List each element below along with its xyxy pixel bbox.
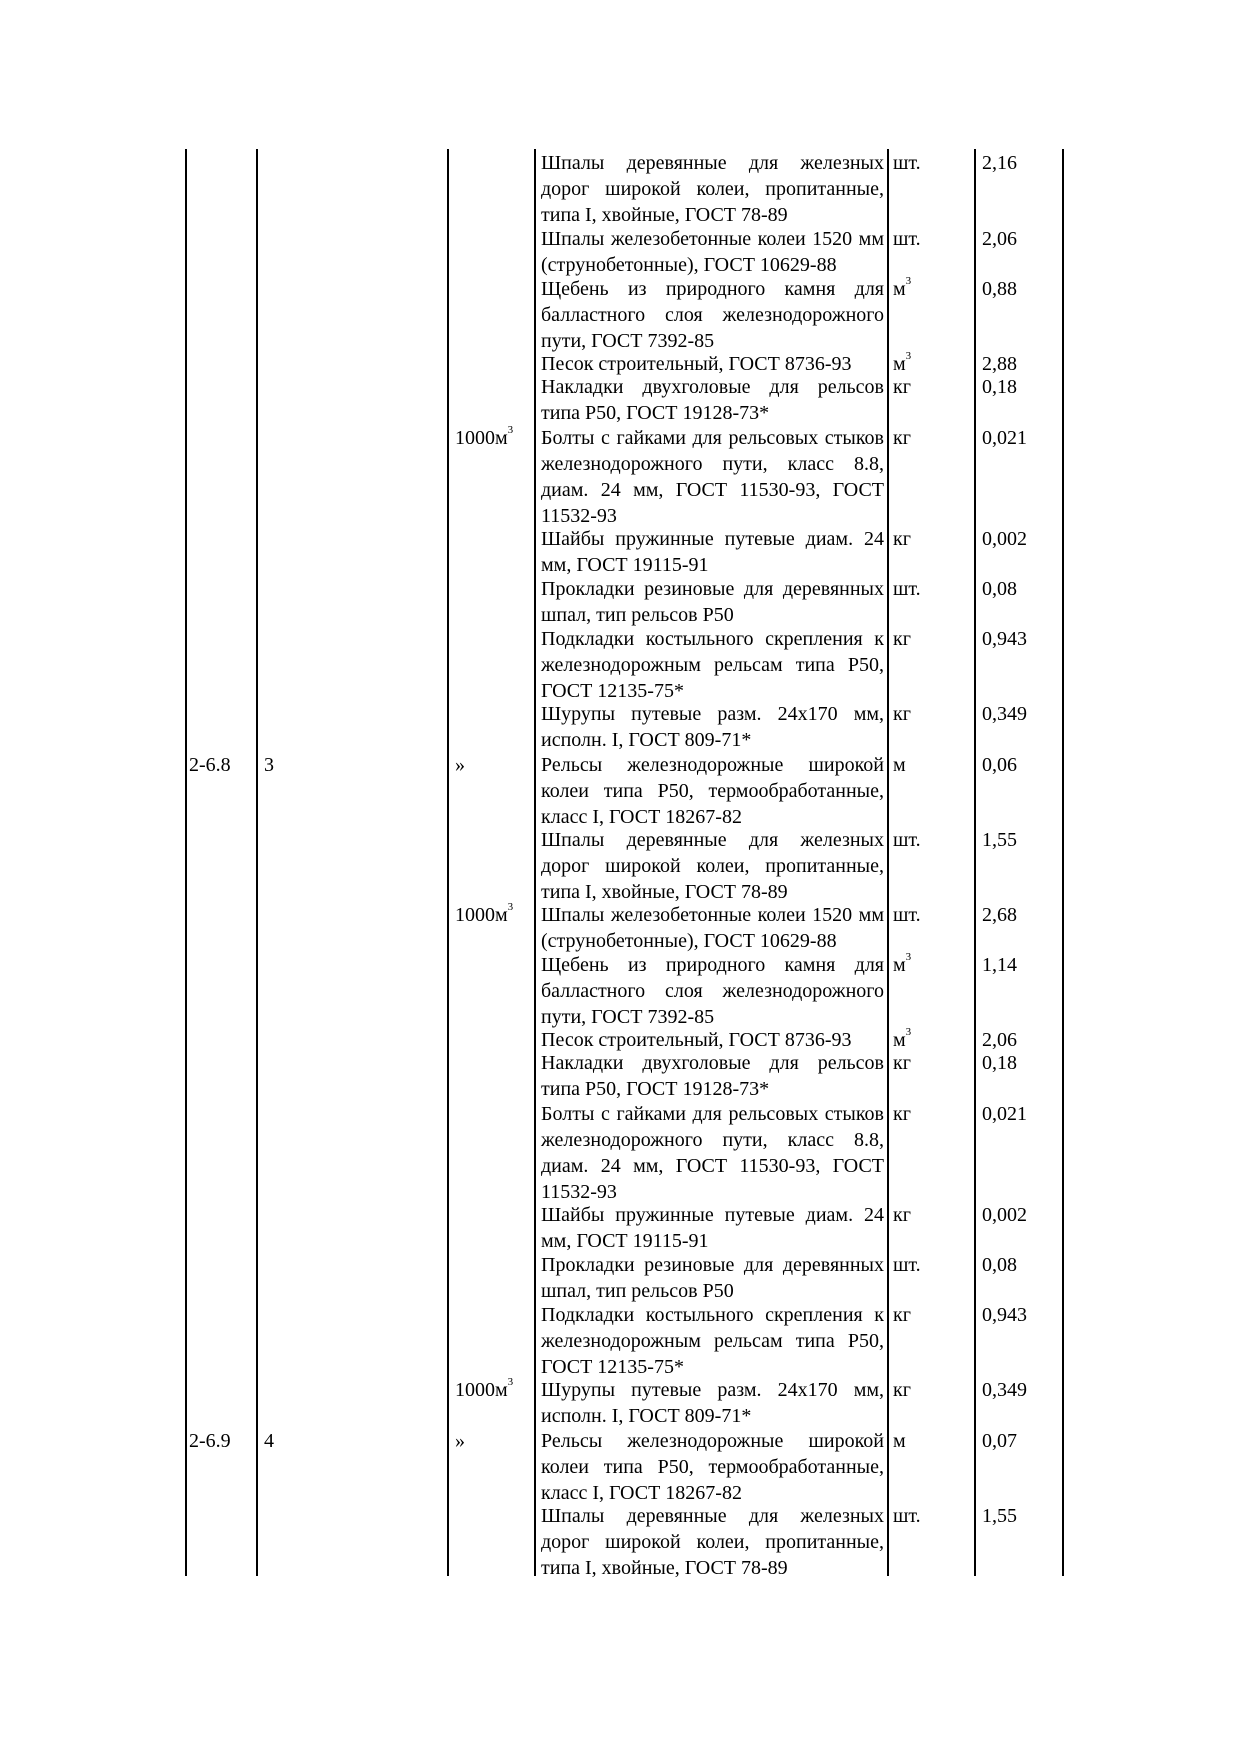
row-measure-unit-superscript: 3 bbox=[507, 901, 514, 913]
row-unit bbox=[893, 701, 911, 727]
row-unit bbox=[893, 752, 906, 778]
row-unit bbox=[893, 425, 911, 451]
table-border-left bbox=[185, 149, 187, 1576]
row-description-text: Шурупы путевые разм. 24х170 мм, исполн. I, ГОСТ 809-71* bbox=[541, 1379, 884, 1427]
row-description bbox=[541, 626, 884, 704]
row-value bbox=[982, 276, 1017, 302]
table-divider-2 bbox=[447, 149, 449, 1576]
row-description-text: Шпалы деревянные для железных дорог широкой колеи, пропитанные, типа I, хвойные, ГОСТ 78-89 bbox=[541, 829, 884, 903]
row-value-text: 1,55 bbox=[982, 829, 1017, 851]
row-description-text: Накладки двухголовые для рельсов типа Р50, ГОСТ 19128-73* bbox=[541, 376, 884, 424]
row-value bbox=[982, 1503, 1017, 1529]
row-unit bbox=[893, 374, 911, 400]
row-unit bbox=[893, 827, 921, 853]
table-divider-4 bbox=[887, 149, 889, 1576]
row-unit-text: кг bbox=[893, 376, 911, 398]
row-measure-unit bbox=[455, 1428, 465, 1454]
row-description-text: Шурупы путевые разм. 24х170 мм, исполн. I, ГОСТ 809-71* bbox=[541, 703, 884, 751]
row-unit bbox=[893, 952, 911, 978]
row-description bbox=[541, 150, 884, 228]
row-measure-unit-superscript: 3 bbox=[507, 1376, 514, 1388]
row-value-text: 0,88 bbox=[982, 278, 1017, 300]
row-description bbox=[541, 1503, 884, 1581]
row-description-text: Болты с гайками для рельсовых стыков железнодорожного пути, класс 8.8, диам. 24 мм, ГОСТ 11530-93, ГОСТ 11532-93 bbox=[541, 427, 884, 527]
row-value-text: 0,18 bbox=[982, 376, 1017, 398]
row-description bbox=[541, 276, 884, 354]
row-description-text: Шпалы железобетонные колеи 1520 мм (струнобетонные), ГОСТ 10629-88 bbox=[541, 904, 884, 952]
row-value bbox=[982, 1302, 1027, 1328]
row-measure-unit bbox=[455, 902, 513, 928]
row-value bbox=[982, 374, 1017, 400]
row-unit-text: м bbox=[893, 754, 906, 776]
row-description-text: Прокладки резиновые для деревянных шпал, тип рельсов Р50 bbox=[541, 578, 884, 626]
row-value-text: 0,07 bbox=[982, 1430, 1017, 1452]
row-value bbox=[982, 425, 1027, 451]
row-unit bbox=[893, 1101, 911, 1127]
row-description-text: Песок строительный, ГОСТ 8736-93 bbox=[541, 1029, 852, 1051]
row-value-text: 0,943 bbox=[982, 628, 1027, 650]
row-description-text: Подкладки костыльного скрепления к железнодорожным рельсам типа Р50, ГОСТ 12135-75* bbox=[541, 1304, 884, 1378]
row-measure-unit bbox=[455, 1377, 513, 1403]
row-unit bbox=[893, 1302, 911, 1328]
row-measure-unit-text: 1000м bbox=[455, 904, 508, 926]
row-description-text: Шпалы деревянные для железных дорог широкой колеи, пропитанные, типа I, хвойные, ГОСТ 78-89 bbox=[541, 152, 884, 226]
row-description bbox=[541, 752, 884, 830]
row-measure-unit bbox=[455, 425, 513, 451]
row-value-text: 0,021 bbox=[982, 427, 1027, 449]
row-unit bbox=[893, 1428, 906, 1454]
row-unit bbox=[893, 1202, 911, 1228]
row-value bbox=[982, 576, 1017, 602]
row-description bbox=[541, 425, 884, 529]
row-value-text: 2,16 bbox=[982, 152, 1017, 174]
row-value-text: 2,06 bbox=[982, 1029, 1017, 1051]
row-unit-text: м bbox=[893, 954, 906, 976]
row-description bbox=[541, 1377, 884, 1429]
row-value-text: 0,021 bbox=[982, 1103, 1027, 1125]
row-unit-text: шт. bbox=[893, 1505, 921, 1527]
row-measure-unit-superscript: 3 bbox=[507, 424, 514, 436]
row-description-text: Рельсы железнодорожные широкой колеи типа Р50, термообработанные, класс I, ГОСТ 18267-82 bbox=[541, 754, 884, 828]
row-value bbox=[982, 226, 1017, 252]
row-unit-text: кг bbox=[893, 528, 911, 550]
row-unit-superscript: 3 bbox=[905, 1026, 912, 1038]
row-unit bbox=[893, 150, 921, 176]
row-value bbox=[982, 526, 1027, 552]
row-number bbox=[264, 752, 274, 778]
row-description-text: Подкладки костыльного скрепления к железнодорожным рельсам типа Р50, ГОСТ 12135-75* bbox=[541, 628, 884, 702]
row-description-text: Шайбы пружинные путевые диам. 24 мм, ГОСТ 19115-91 bbox=[541, 528, 884, 576]
row-value bbox=[982, 752, 1017, 778]
row-value bbox=[982, 952, 1017, 978]
row-value-text: 0,349 bbox=[982, 1379, 1027, 1401]
table-divider-5 bbox=[974, 149, 976, 1576]
row-unit-superscript: 3 bbox=[905, 350, 912, 362]
row-value bbox=[982, 902, 1017, 928]
row-value bbox=[982, 1050, 1017, 1076]
row-unit-text: кг bbox=[893, 1304, 911, 1326]
row-value bbox=[982, 1252, 1017, 1278]
row-value bbox=[982, 1377, 1027, 1403]
row-value-text: 0,002 bbox=[982, 1204, 1027, 1226]
row-description-text: Рельсы железнодорожные широкой колеи типа Р50, термообработанные, класс I, ГОСТ 18267-82 bbox=[541, 1430, 884, 1504]
row-unit-text: кг bbox=[893, 703, 911, 725]
row-description bbox=[541, 701, 884, 753]
table-divider-3 bbox=[534, 149, 536, 1576]
row-description bbox=[541, 952, 884, 1030]
row-value-text: 1,55 bbox=[982, 1505, 1017, 1527]
row-unit bbox=[893, 1503, 921, 1529]
row-description bbox=[541, 902, 884, 954]
row-unit-text: кг bbox=[893, 427, 911, 449]
row-value bbox=[982, 1202, 1027, 1228]
row-unit bbox=[893, 226, 921, 252]
row-description bbox=[541, 226, 884, 278]
row-value-text: 2,88 bbox=[982, 353, 1017, 375]
row-unit bbox=[893, 1050, 911, 1076]
row-description-text: Шпалы железобетонные колеи 1520 мм (струнобетонные), ГОСТ 10629-88 bbox=[541, 228, 884, 276]
row-description-text: Щебень из природного камня для балластного слоя железнодорожного пути, ГОСТ 7392-85 bbox=[541, 954, 884, 1028]
row-description-text: Прокладки резиновые для деревянных шпал, тип рельсов Р50 bbox=[541, 1254, 884, 1302]
row-unit-superscript: 3 bbox=[905, 951, 912, 963]
row-description bbox=[541, 576, 884, 628]
row-unit-text: шт. bbox=[893, 228, 921, 250]
row-value bbox=[982, 1101, 1027, 1127]
row-value bbox=[982, 701, 1027, 727]
row-unit-text: кг bbox=[893, 1052, 911, 1074]
row-code bbox=[189, 1428, 231, 1454]
row-measure-unit-text: 1000м bbox=[455, 427, 508, 449]
row-number-text: 3 bbox=[264, 754, 274, 776]
row-measure-unit-text: 1000м bbox=[455, 1379, 508, 1401]
row-description bbox=[541, 1101, 884, 1205]
row-value bbox=[982, 150, 1017, 176]
row-description bbox=[541, 827, 884, 905]
row-value-text: 0,06 bbox=[982, 754, 1017, 776]
row-description-text: Шпалы деревянные для железных дорог широкой колеи, пропитанные, типа I, хвойные, ГОСТ 78-89 bbox=[541, 1505, 884, 1579]
row-description bbox=[541, 1302, 884, 1380]
row-unit-superscript: 3 bbox=[905, 275, 912, 287]
row-unit bbox=[893, 902, 921, 928]
row-measure-unit-text: » bbox=[455, 1430, 465, 1452]
row-unit bbox=[893, 1252, 921, 1278]
row-unit bbox=[893, 576, 921, 602]
row-number-text: 4 bbox=[264, 1430, 274, 1452]
row-value bbox=[982, 626, 1027, 652]
row-unit-text: кг bbox=[893, 1103, 911, 1125]
row-value-text: 0,18 bbox=[982, 1052, 1017, 1074]
row-value-text: 2,06 bbox=[982, 228, 1017, 250]
row-value-text: 1,14 bbox=[982, 954, 1017, 976]
table-divider-1 bbox=[256, 149, 258, 1576]
row-description bbox=[541, 1428, 884, 1506]
row-description bbox=[541, 1252, 884, 1304]
row-code-text: 2-6.8 bbox=[189, 754, 231, 776]
row-measure-unit-text: » bbox=[455, 754, 465, 776]
row-unit-text: шт. bbox=[893, 152, 921, 174]
row-value bbox=[982, 827, 1017, 853]
row-unit-text: шт. bbox=[893, 578, 921, 600]
row-description-text: Щебень из природного камня для балластного слоя железнодорожного пути, ГОСТ 7392-85 bbox=[541, 278, 884, 352]
row-value-text: 2,68 bbox=[982, 904, 1017, 926]
row-unit bbox=[893, 526, 911, 552]
row-unit-text: шт. bbox=[893, 829, 921, 851]
row-unit-text: шт. bbox=[893, 904, 921, 926]
row-value-text: 0,08 bbox=[982, 1254, 1017, 1276]
row-description-text: Песок строительный, ГОСТ 8736-93 bbox=[541, 353, 852, 375]
row-description bbox=[541, 374, 884, 426]
row-measure-unit bbox=[455, 752, 465, 778]
row-description bbox=[541, 1202, 884, 1254]
row-value-text: 0,349 bbox=[982, 703, 1027, 725]
row-description bbox=[541, 526, 884, 578]
row-unit-text: м bbox=[893, 353, 906, 375]
row-unit-text: м bbox=[893, 1029, 906, 1051]
row-description bbox=[541, 1050, 884, 1102]
row-code-text: 2-6.9 bbox=[189, 1430, 231, 1452]
row-code bbox=[189, 752, 231, 778]
row-unit bbox=[893, 276, 911, 302]
row-unit-text: шт. bbox=[893, 1254, 921, 1276]
row-unit-text: м bbox=[893, 278, 906, 300]
row-value bbox=[982, 1428, 1017, 1454]
row-value-text: 0,943 bbox=[982, 1304, 1027, 1326]
row-unit bbox=[893, 1377, 911, 1403]
row-unit bbox=[893, 626, 911, 652]
row-unit-text: м bbox=[893, 1430, 906, 1452]
row-description-text: Шайбы пружинные путевые диам. 24 мм, ГОСТ 19115-91 bbox=[541, 1204, 884, 1252]
row-description-text: Болты с гайками для рельсовых стыков железнодорожного пути, класс 8.8, диам. 24 мм, ГОСТ 11530-93, ГОСТ 11532-93 bbox=[541, 1103, 884, 1203]
row-unit-text: кг bbox=[893, 628, 911, 650]
row-description-text: Накладки двухголовые для рельсов типа Р50, ГОСТ 19128-73* bbox=[541, 1052, 884, 1100]
row-unit-text: кг bbox=[893, 1204, 911, 1226]
row-number bbox=[264, 1428, 274, 1454]
row-value-text: 0,08 bbox=[982, 578, 1017, 600]
row-unit-text: кг bbox=[893, 1379, 911, 1401]
table-border-right bbox=[1062, 149, 1064, 1576]
row-value-text: 0,002 bbox=[982, 528, 1027, 550]
